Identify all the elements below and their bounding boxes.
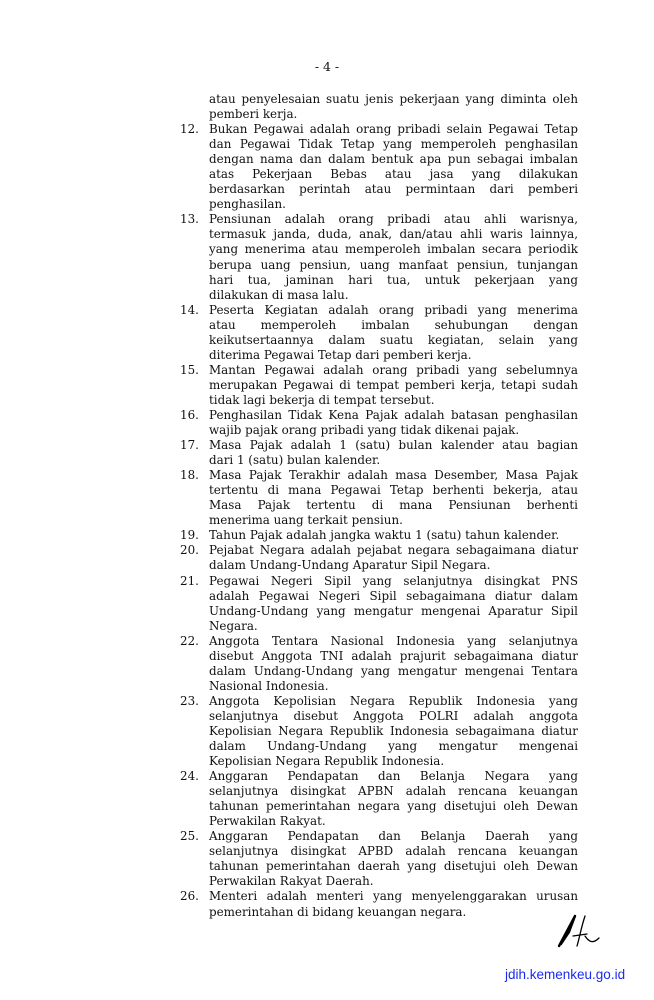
text-line: Pegawai Negeri Sipil yang selanjutnya disingkat PNS — [209, 573, 578, 588]
list-item — [180, 303, 578, 363]
text-line: Anggaran Pendapatan dan Belanja Negara yang — [209, 769, 578, 784]
list-item — [180, 694, 578, 769]
list-item — [180, 769, 578, 829]
text-line: dan Pegawai Tidak Tetap yang memperoleh penghasilan — [209, 137, 578, 152]
text-line: Menteri adalah menteri yang menyelenggarakan urusan — [209, 889, 578, 904]
item-number: 14. — [180, 302, 199, 317]
text-line: keikutsertaannya dalam suatu kegiatan, selain yang — [209, 332, 578, 347]
text-line: dari 1 (satu) bulan kalender. — [209, 453, 381, 468]
list-item — [180, 829, 578, 889]
text-line: Perwakilan Rakyat Daerah. — [209, 874, 374, 889]
text-line: yang menerima atau memperoleh imbalan secara periodik — [209, 242, 578, 257]
item-number: 16. — [180, 407, 199, 422]
text-line: selanjutnya disingkat APBD adalah rencana keuangan — [209, 844, 578, 859]
text-line: tidak lagi bekerja di tempat tersebut. — [209, 392, 435, 407]
item-number: 19. — [180, 528, 199, 543]
list-item — [180, 363, 578, 408]
text-line: wajib pajak orang pribadi yang tidak dikenai pajak. — [209, 423, 520, 438]
text-line: merupakan Pegawai di tempat pemberi kerja, tetapi sudah — [209, 377, 578, 392]
text-line: berupa uang pensiun, uang manfaat pensiun, tunjangan — [209, 257, 578, 272]
text-line: Mantan Pegawai adalah orang pribadi yang sebelumnya — [209, 362, 578, 377]
text-line: Kepolisian Negara Republik Indonesia. — [209, 754, 445, 769]
signature-initials-icon — [555, 910, 615, 956]
text-line: hari tua, jaminan hari tua, untuk pekerjaan yang — [209, 272, 578, 287]
item-number: 13. — [180, 212, 199, 227]
list-item — [180, 122, 578, 212]
text-line: Masa Pajak tertentu di mana Pensiunan berhenti — [209, 498, 578, 513]
item-number: 23. — [180, 693, 199, 708]
text-line: Anggaran Pendapatan dan Belanja Daerah yang — [209, 829, 578, 844]
text-line: Tahun Pajak adalah jangka waktu 1 (satu) tahun kalender. — [209, 528, 560, 543]
item-number: 21. — [180, 573, 199, 588]
list-item — [180, 543, 578, 573]
text-line: dalam Undang-Undang Aparatur Sipil Negara. — [209, 558, 491, 573]
text-line: pemerintahan di bidang keuangan negara. — [209, 904, 467, 919]
text-line: Undang-Undang yang mengatur mengenai Aparatur Sipil — [209, 603, 578, 618]
definitions-list — [180, 92, 578, 920]
text-line: Peserta Kegiatan adalah orang pribadi yang menerima — [209, 302, 578, 317]
text-line: diterima Pegawai Tetap dari pemberi kerja. — [209, 347, 472, 362]
item-number: 25. — [180, 829, 199, 844]
text-line: Pejabat Negara adalah pejabat negara sebagaimana diatur — [209, 543, 578, 558]
text-line: Masa Pajak Terakhir adalah masa Desember, Masa Pajak — [209, 468, 578, 483]
text-line: Masa Pajak adalah 1 (satu) bulan kalender atau bagian — [209, 438, 578, 453]
text-line: atas Pekerjaan Bebas atau jasa yang dilakukan — [209, 167, 578, 182]
text-line: dilakukan di masa lalu. — [209, 287, 349, 302]
text-line: selanjutnya disebut Anggota POLRI adalah anggota — [209, 708, 578, 723]
text-line: menerima uang terkait pensiun. — [209, 513, 403, 528]
list-item — [180, 438, 578, 468]
text-line: adalah Pegawai Negeri Sipil sebagaimana diatur dalam — [209, 588, 578, 603]
list-item — [180, 574, 578, 634]
text-line: Negara. — [209, 618, 258, 633]
list-item — [180, 889, 578, 919]
text-line: Kepolisian Negara Republik Indonesia sebagaimana diatur — [209, 723, 578, 738]
text-line: Anggota Kepolisian Negara Republik Indonesia yang — [209, 693, 578, 708]
item-number: 17. — [180, 438, 199, 453]
list-item — [180, 92, 578, 122]
item-number: 24. — [180, 769, 199, 784]
list-item — [180, 408, 578, 438]
item-number: 20. — [180, 543, 199, 558]
text-line: Nasional Indonesia. — [209, 678, 329, 693]
text-line: dalam Undang-Undang yang mengatur mengenai Tentara — [209, 663, 578, 678]
item-number: 15. — [180, 362, 199, 377]
item-number: 22. — [180, 633, 199, 648]
footer-website-link[interactable]: jdih.kemenkeu.go.id — [505, 967, 626, 982]
text-line: selanjutnya disingkat APBN adalah rencana keuangan — [209, 784, 578, 799]
text-line: atau memperoleh imbalan sehubungan dengan — [209, 317, 578, 332]
text-line: tahunan pemerintahan negara yang disetujui oleh Dewan — [209, 799, 578, 814]
page-number: - 4 - — [314, 59, 340, 74]
list-item — [180, 212, 578, 302]
text-line: dalam Undang-Undang yang mengatur mengenai — [209, 739, 578, 754]
text-line: disebut Anggota TNI adalah prajurit sebagaimana diatur — [209, 648, 578, 663]
text-line: tertentu di mana Pegawai Tetap berhenti bekerja, atau — [209, 483, 578, 498]
item-number: 18. — [180, 468, 199, 483]
text-line: tahunan pemerintahan daerah yang disetujui oleh Dewan — [209, 859, 578, 874]
text-line: berdasarkan perintah atau permintaan dari pemberi — [209, 182, 578, 197]
item-number: 12. — [180, 122, 199, 137]
text-line: Pensiunan adalah orang pribadi atau ahli warisnya, — [209, 212, 578, 227]
list-item — [180, 528, 578, 543]
text-line: Bukan Pegawai adalah orang pribadi selain Pegawai Tetap — [209, 122, 578, 137]
text-line: Penghasilan Tidak Kena Pajak adalah batasan penghasilan — [209, 407, 578, 422]
text-line: penghasilan. — [209, 197, 286, 212]
text-line: termasuk janda, duda, anak, dan/atau ahli waris lainnya, — [209, 227, 578, 242]
item-number: 26. — [180, 889, 199, 904]
list-item — [180, 634, 578, 694]
text-line: dengan nama dan dalam bentuk apa pun sebagai imbalan — [209, 152, 578, 167]
text-line: Perwakilan Rakyat. — [209, 814, 326, 829]
text-line: atau penyelesaian suatu jenis pekerjaan yang diminta oleh — [209, 92, 578, 106]
list-item — [180, 468, 578, 528]
text-line: Anggota Tentara Nasional Indonesia yang selanjutnya — [209, 633, 578, 648]
text-line: pemberi kerja. — [209, 107, 298, 122]
